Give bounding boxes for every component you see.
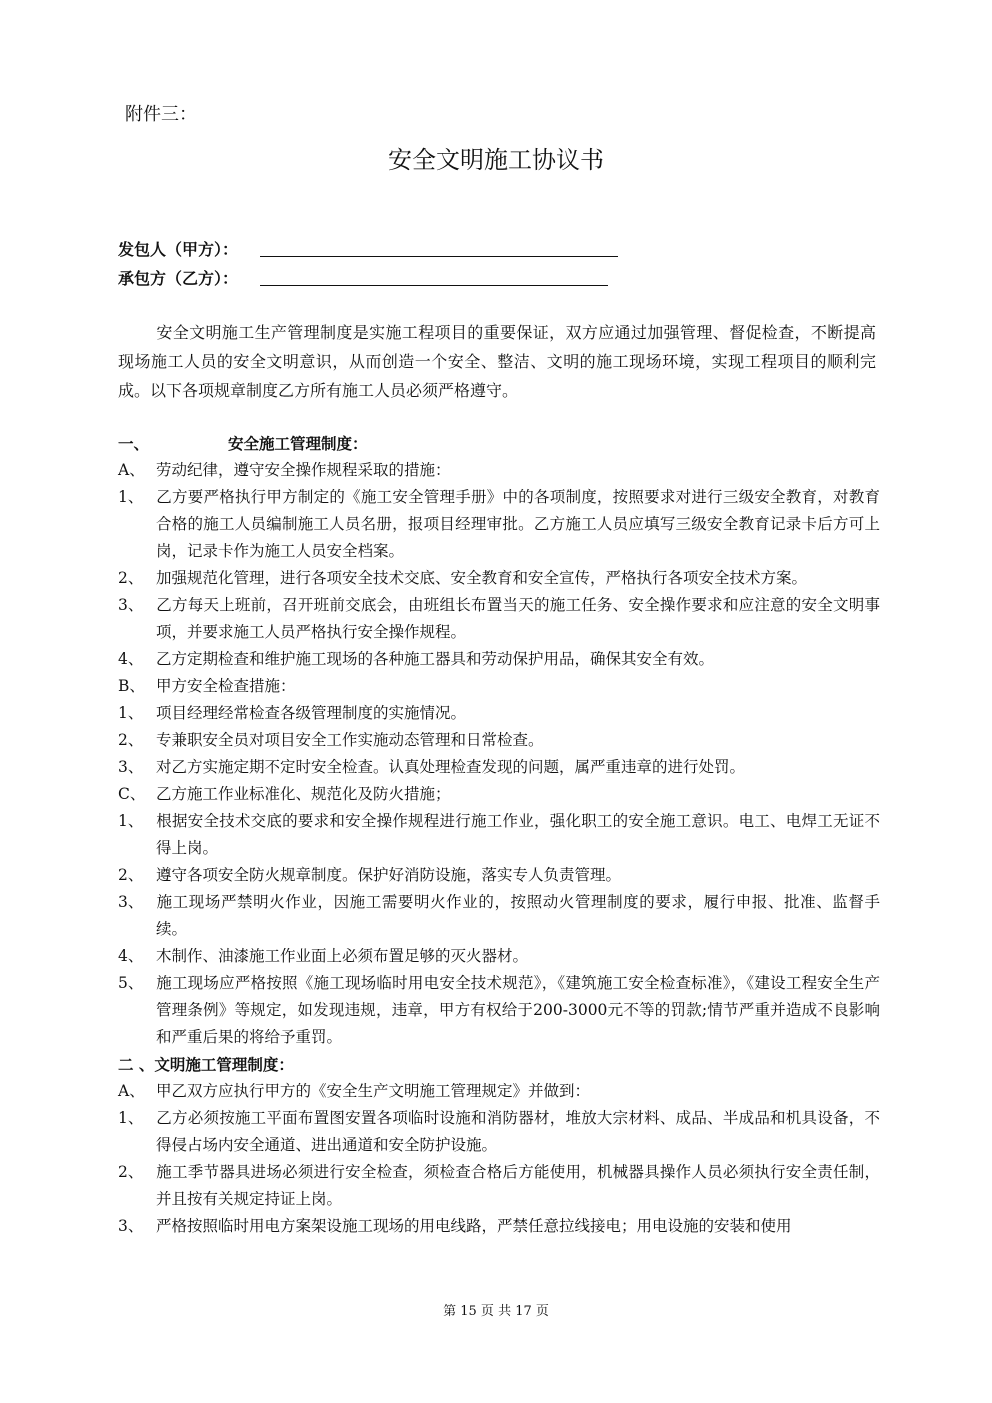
list-item <box>118 754 880 781</box>
list-item <box>118 1105 880 1159</box>
item-text: 加强规范化管理，进行各项安全技术交底、安全教育和安全宣传，严格执行各项安全技术方案。 <box>156 569 808 587</box>
item-number: 2、 <box>118 1163 144 1181</box>
subsection-heading <box>118 781 880 808</box>
list-item <box>118 943 880 970</box>
subsection-heading <box>118 457 880 484</box>
attachment-label: 附件三： <box>125 104 197 125</box>
item-number: 5、 <box>118 974 144 992</box>
subsection-label: B、 <box>118 677 145 695</box>
list-item <box>118 970 880 1051</box>
item-number: 4、 <box>118 650 144 668</box>
item-text: 乙方要严格执行甲方制定的《施工安全管理手册》中的各项制度，按照要求对进行三级安全教育，对教育合格的施工人员编制施工人员名册，报项目经理审批。乙方施工人员应填写三级安全教育记录卡后方可上岗，记录卡作为施工人员安全档案。 <box>156 488 880 560</box>
item-text: 木制作、油漆施工作业面上必须布置足够的灭火器材。 <box>156 947 529 965</box>
subsection-heading <box>118 673 880 700</box>
item-text: 专兼职安全员对项目安全工作实施动态管理和日常检查。 <box>156 731 544 749</box>
list-item <box>118 808 880 862</box>
contractor-field <box>118 266 238 289</box>
list-item <box>118 565 880 592</box>
item-text: 施工现场应严格按照《施工现场临时用电安全技术规范》，《建筑施工安全检查标准》，《建设工程安全生产管理条例》等规定，如发现违规，违章，甲方有权给于200-3000元不等的罚款;情节严重并造成不良影响和严重后果的将给予重罚。 <box>156 974 880 1046</box>
item-text: 严格按照临时用电方案架设施工现场的用电线路，严禁任意拉线接电；用电设施的安装和使用 <box>156 1217 792 1235</box>
list-item <box>118 862 880 889</box>
section-1-title: 安全施工管理制度： <box>228 434 368 453</box>
item-number: 1、 <box>118 1109 144 1127</box>
item-number: 3、 <box>118 1217 144 1235</box>
item-text: 对乙方实施定期不定时安全检查。认真处理检查发现的问题，属严重违章的进行处罚。 <box>156 758 746 776</box>
item-number: 4、 <box>118 947 144 965</box>
item-number: 2、 <box>118 569 144 587</box>
item-text: 遵守各项安全防火规章制度。保护好消防设施，落实专人负责管理。 <box>156 866 622 884</box>
item-text: 乙方必须按施工平面布置图安置各项临时设施和消防器材，堆放大宗材料、成品、半成品和机具设备，不得侵占场内安全通道、进出通道和安全防护设施。 <box>156 1109 880 1154</box>
subsection-text: 劳动纪律，遵守安全操作规程采取的措施： <box>156 461 451 479</box>
subsection-label: A、 <box>118 461 145 479</box>
page-footer: 第 15 页 共 17 页 <box>443 1304 549 1319</box>
item-text: 乙方每天上班前，召开班前交底会，由班组长布置当天的施工任务、安全操作要求和应注意的安全文明事项，并要求施工人员严格执行安全操作规程。 <box>156 596 880 641</box>
item-text: 施工现场严禁明火作业，因施工需要明火作业的，按照动火管理制度的要求，履行申报、批准、监督手续。 <box>156 893 880 938</box>
list-item <box>118 484 880 565</box>
item-number: 1、 <box>118 704 144 722</box>
item-number: 3、 <box>118 893 144 911</box>
employer-blank-line <box>260 256 618 257</box>
subsection-text: 乙方施工作业标准化、规范化及防火措施； <box>156 785 451 803</box>
section-1-number: 一、 <box>118 434 150 453</box>
list-item <box>118 727 880 754</box>
item-number: 1、 <box>118 812 144 830</box>
list-item <box>118 889 880 943</box>
employer-label: 发包人（甲方）： <box>118 240 239 259</box>
item-text: 项目经理经常检查各级管理制度的实施情况。 <box>156 704 467 722</box>
document-body <box>118 430 880 1240</box>
item-number: 3、 <box>118 596 144 614</box>
subsection-label: C、 <box>118 785 146 803</box>
item-number: 1、 <box>118 488 144 506</box>
item-text: 根据安全技术交底的要求和安全操作规程进行施工作业，强化职工的安全施工意识。电工、电焊工无证不得上岗。 <box>156 812 880 857</box>
section-2-heading: 二 、文明施工管理制度： <box>118 1055 294 1074</box>
list-item <box>118 592 880 646</box>
subsection-text: 甲方安全检查措施： <box>156 677 296 695</box>
item-number: 3、 <box>118 758 144 776</box>
item-text: 施工季节器具进场必须进行安全检查，须检查合格后方能使用，机械器具操作人员必须执行安全责任制，并且按有关规定持证上岗。 <box>156 1163 880 1208</box>
contractor-label: 承包方（乙方）： <box>118 269 239 288</box>
document-title: 安全文明施工协议书 <box>388 146 604 174</box>
list-item <box>118 646 880 673</box>
list-item <box>118 700 880 727</box>
item-text: 乙方定期检查和维护施工现场的各种施工器具和劳动保护用品，确保其安全有效。 <box>156 650 715 668</box>
list-item <box>118 1159 880 1213</box>
item-number: 2、 <box>118 866 144 884</box>
list-item <box>118 1213 880 1240</box>
contractor-blank-line <box>260 285 608 286</box>
subsection-text: 甲乙双方应执行甲方的《安全生产文明施工管理规定》并做到： <box>156 1082 591 1100</box>
subsection-label: A、 <box>118 1082 145 1100</box>
subsection-heading <box>118 1078 880 1105</box>
item-number: 2、 <box>118 731 144 749</box>
intro-paragraph: 安全文明施工生产管理制度是实施工程项目的重要保证，双方应通过加强管理、督促检查，不断提高现场施工人员的安全文明意识，从而创造一个安全、整洁、文明的施工现场环境，实现工程项目的顺利完成。以下各项规章制度乙方所有施工人员必须严格遵守。 <box>118 323 876 400</box>
employer-field <box>118 237 238 260</box>
section-1-heading <box>118 430 880 457</box>
